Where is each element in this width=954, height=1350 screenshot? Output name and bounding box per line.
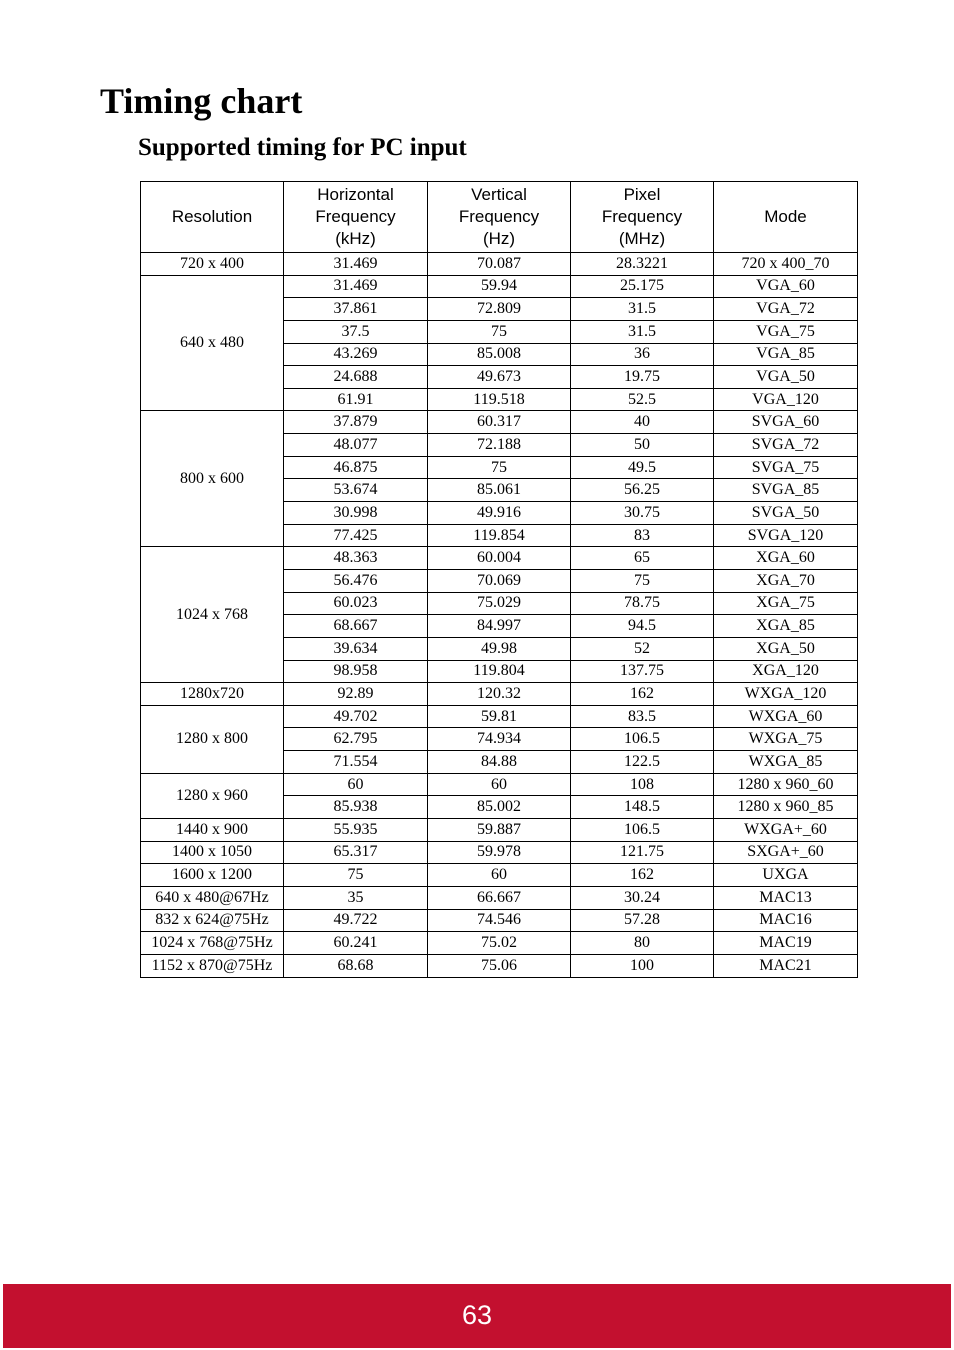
horizontal-frequency-cell: 53.674	[284, 479, 428, 502]
pixel-frequency-cell: 30.24	[571, 886, 714, 909]
horizontal-frequency-cell: 71.554	[284, 751, 428, 774]
vertical-frequency-cell: 75.029	[428, 592, 571, 615]
table-row	[141, 864, 858, 887]
column-header-line: Resolution	[171, 207, 253, 226]
pixel-frequency-cell: 162	[571, 683, 714, 706]
table-row	[141, 253, 858, 276]
table-row	[141, 683, 858, 706]
vertical-frequency-cell: 59.887	[428, 819, 571, 842]
table-row	[141, 705, 858, 728]
horizontal-frequency-cell: 75	[284, 864, 428, 887]
section-title: Supported timing for PC input	[138, 134, 467, 161]
table-row	[141, 275, 858, 298]
resolution-cell: 1280x720	[141, 683, 284, 706]
horizontal-frequency-cell: 60	[284, 773, 428, 796]
pixel-frequency-cell: 148.5	[571, 796, 714, 819]
mode-cell: WXGA_60	[714, 705, 858, 728]
mode-cell: 720 x 400_70	[714, 253, 858, 276]
table-row	[141, 411, 858, 434]
mode-cell: VGA_120	[714, 388, 858, 411]
mode-cell: UXGA	[714, 864, 858, 887]
mode-cell: WXGA+_60	[714, 819, 858, 842]
table-row	[141, 547, 858, 570]
mode-cell: MAC21	[714, 954, 858, 977]
vertical-frequency-cell: 70.087	[428, 253, 571, 276]
vertical-frequency-cell: 120.32	[428, 683, 571, 706]
resolution-cell: 1024 x 768	[141, 547, 284, 683]
horizontal-frequency-cell: 49.702	[284, 705, 428, 728]
mode-cell: XGA_50	[714, 637, 858, 660]
table-body	[141, 253, 858, 978]
horizontal-frequency-cell: 98.958	[284, 660, 428, 683]
vertical-frequency-cell: 70.069	[428, 569, 571, 592]
horizontal-frequency-cell: 35	[284, 886, 428, 909]
column-header-line: Frequency	[458, 207, 540, 226]
horizontal-frequency-cell: 46.875	[284, 456, 428, 479]
horizontal-frequency-cell: 39.634	[284, 637, 428, 660]
vertical-frequency-cell: 74.934	[428, 728, 571, 751]
mode-cell: SVGA_60	[714, 411, 858, 434]
mode-cell: SVGA_72	[714, 434, 858, 457]
pixel-frequency-cell: 108	[571, 773, 714, 796]
column-header	[571, 182, 714, 253]
pixel-frequency-cell: 31.5	[571, 320, 714, 343]
column-header	[428, 182, 571, 253]
horizontal-frequency-cell: 49.722	[284, 909, 428, 932]
pixel-frequency-cell: 28.3221	[571, 253, 714, 276]
mode-cell: XGA_75	[714, 592, 858, 615]
resolution-cell: 832 x 624@75Hz	[141, 909, 284, 932]
table-header	[141, 182, 858, 253]
horizontal-frequency-cell: 37.5	[284, 320, 428, 343]
resolution-cell: 640 x 480@67Hz	[141, 886, 284, 909]
vertical-frequency-cell: 60.317	[428, 411, 571, 434]
horizontal-frequency-cell: 43.269	[284, 343, 428, 366]
table-row	[141, 932, 858, 955]
vertical-frequency-cell: 59.81	[428, 705, 571, 728]
pixel-frequency-cell: 52.5	[571, 388, 714, 411]
table-row	[141, 841, 858, 864]
horizontal-frequency-cell: 31.469	[284, 275, 428, 298]
pixel-frequency-cell: 65	[571, 547, 714, 570]
column-header-line: (kHz)	[335, 229, 376, 248]
pixel-frequency-cell: 100	[571, 954, 714, 977]
mode-cell: SVGA_120	[714, 524, 858, 547]
horizontal-frequency-cell: 48.363	[284, 547, 428, 570]
column-header-line: Frequency	[601, 207, 683, 226]
pixel-frequency-cell: 52	[571, 637, 714, 660]
page-title: Timing chart	[100, 81, 303, 121]
vertical-frequency-cell: 119.804	[428, 660, 571, 683]
mode-cell: VGA_50	[714, 366, 858, 389]
pixel-frequency-cell: 121.75	[571, 841, 714, 864]
mode-cell: MAC13	[714, 886, 858, 909]
mode-cell: MAC19	[714, 932, 858, 955]
mode-cell: VGA_60	[714, 275, 858, 298]
pixel-frequency-cell: 137.75	[571, 660, 714, 683]
horizontal-frequency-cell: 85.938	[284, 796, 428, 819]
resolution-cell: 1400 x 1050	[141, 841, 284, 864]
column-header-line: (MHz)	[618, 229, 666, 248]
mode-cell: WXGA_85	[714, 751, 858, 774]
pixel-frequency-cell: 80	[571, 932, 714, 955]
mode-cell: VGA_75	[714, 320, 858, 343]
resolution-cell: 1440 x 900	[141, 819, 284, 842]
table-row	[141, 819, 858, 842]
resolution-cell: 1280 x 960	[141, 773, 284, 818]
pixel-frequency-cell: 122.5	[571, 751, 714, 774]
vertical-frequency-cell: 49.916	[428, 502, 571, 525]
pixel-frequency-cell: 19.75	[571, 366, 714, 389]
mode-cell: MAC16	[714, 909, 858, 932]
mode-cell: SVGA_50	[714, 502, 858, 525]
mode-cell: VGA_72	[714, 298, 858, 321]
column-header-line: Vertical	[471, 185, 527, 204]
horizontal-frequency-cell: 68.667	[284, 615, 428, 638]
mode-cell: SVGA_85	[714, 479, 858, 502]
vertical-frequency-cell: 85.002	[428, 796, 571, 819]
table-row	[141, 886, 858, 909]
page-number: 63	[461, 1300, 493, 1330]
horizontal-frequency-cell: 24.688	[284, 366, 428, 389]
horizontal-frequency-cell: 62.795	[284, 728, 428, 751]
vertical-frequency-cell: 59.978	[428, 841, 571, 864]
horizontal-frequency-cell: 65.317	[284, 841, 428, 864]
vertical-frequency-cell: 75.02	[428, 932, 571, 955]
horizontal-frequency-cell: 61.91	[284, 388, 428, 411]
horizontal-frequency-cell: 60.241	[284, 932, 428, 955]
vertical-frequency-cell: 60	[428, 773, 571, 796]
vertical-frequency-cell: 60.004	[428, 547, 571, 570]
horizontal-frequency-cell: 48.077	[284, 434, 428, 457]
mode-cell: WXGA_75	[714, 728, 858, 751]
pixel-frequency-cell: 78.75	[571, 592, 714, 615]
horizontal-frequency-cell: 37.879	[284, 411, 428, 434]
horizontal-frequency-cell: 68.68	[284, 954, 428, 977]
mode-cell: XGA_70	[714, 569, 858, 592]
resolution-cell: 1152 x 870@75Hz	[141, 954, 284, 977]
vertical-frequency-cell: 119.518	[428, 388, 571, 411]
pixel-frequency-cell: 106.5	[571, 819, 714, 842]
resolution-cell: 1024 x 768@75Hz	[141, 932, 284, 955]
pixel-frequency-cell: 83	[571, 524, 714, 547]
resolution-cell: 640 x 480	[141, 275, 284, 411]
pixel-frequency-cell: 31.5	[571, 298, 714, 321]
resolution-cell: 1600 x 1200	[141, 864, 284, 887]
vertical-frequency-cell: 59.94	[428, 275, 571, 298]
vertical-frequency-cell: 72.809	[428, 298, 571, 321]
column-header-line: Frequency	[315, 207, 396, 226]
column-header-line: Pixel	[623, 185, 661, 204]
table-row	[141, 909, 858, 932]
mode-cell: WXGA_120	[714, 683, 858, 706]
vertical-frequency-cell: 85.008	[428, 343, 571, 366]
resolution-cell: 800 x 600	[141, 411, 284, 547]
mode-cell: SXGA+_60	[714, 841, 858, 864]
pixel-frequency-cell: 49.5	[571, 456, 714, 479]
pixel-frequency-cell: 106.5	[571, 728, 714, 751]
pixel-frequency-cell: 50	[571, 434, 714, 457]
footer-bar	[3, 1284, 951, 1348]
horizontal-frequency-cell: 37.861	[284, 298, 428, 321]
vertical-frequency-cell: 60	[428, 864, 571, 887]
vertical-frequency-cell: 84.88	[428, 751, 571, 774]
vertical-frequency-cell: 49.673	[428, 366, 571, 389]
column-header	[714, 182, 858, 253]
mode-cell: XGA_85	[714, 615, 858, 638]
vertical-frequency-cell: 75.06	[428, 954, 571, 977]
mode-cell: 1280 x 960_85	[714, 796, 858, 819]
horizontal-frequency-cell: 77.425	[284, 524, 428, 547]
horizontal-frequency-cell: 56.476	[284, 569, 428, 592]
vertical-frequency-cell: 74.546	[428, 909, 571, 932]
horizontal-frequency-cell: 30.998	[284, 502, 428, 525]
pixel-frequency-cell: 94.5	[571, 615, 714, 638]
resolution-cell: 1280 x 800	[141, 705, 284, 773]
vertical-frequency-cell: 75	[428, 456, 571, 479]
vertical-frequency-cell: 119.854	[428, 524, 571, 547]
mode-cell: 1280 x 960_60	[714, 773, 858, 796]
horizontal-frequency-cell: 55.935	[284, 819, 428, 842]
column-header	[141, 182, 284, 253]
horizontal-frequency-cell: 60.023	[284, 592, 428, 615]
mode-cell: SVGA_75	[714, 456, 858, 479]
column-header-line: Mode	[764, 207, 807, 226]
column-header-line: Horizontal	[317, 185, 394, 204]
vertical-frequency-cell: 75	[428, 320, 571, 343]
column-header-line: (Hz)	[482, 229, 516, 248]
resolution-cell: 720 x 400	[141, 253, 284, 276]
pixel-frequency-cell: 30.75	[571, 502, 714, 525]
table-row	[141, 773, 858, 796]
table-row	[141, 954, 858, 977]
column-header	[284, 182, 428, 253]
pixel-frequency-cell: 56.25	[571, 479, 714, 502]
vertical-frequency-cell: 66.667	[428, 886, 571, 909]
mode-cell: VGA_85	[714, 343, 858, 366]
pixel-frequency-cell: 75	[571, 569, 714, 592]
horizontal-frequency-cell: 31.469	[284, 253, 428, 276]
pixel-frequency-cell: 57.28	[571, 909, 714, 932]
vertical-frequency-cell: 49.98	[428, 637, 571, 660]
vertical-frequency-cell: 84.997	[428, 615, 571, 638]
header-row	[141, 182, 858, 253]
pixel-frequency-cell: 36	[571, 343, 714, 366]
pixel-frequency-cell: 83.5	[571, 705, 714, 728]
pixel-frequency-cell: 40	[571, 411, 714, 434]
timing-table	[140, 181, 858, 978]
mode-cell: XGA_60	[714, 547, 858, 570]
pixel-frequency-cell: 162	[571, 864, 714, 887]
horizontal-frequency-cell: 92.89	[284, 683, 428, 706]
vertical-frequency-cell: 85.061	[428, 479, 571, 502]
mode-cell: XGA_120	[714, 660, 858, 683]
vertical-frequency-cell: 72.188	[428, 434, 571, 457]
pixel-frequency-cell: 25.175	[571, 275, 714, 298]
